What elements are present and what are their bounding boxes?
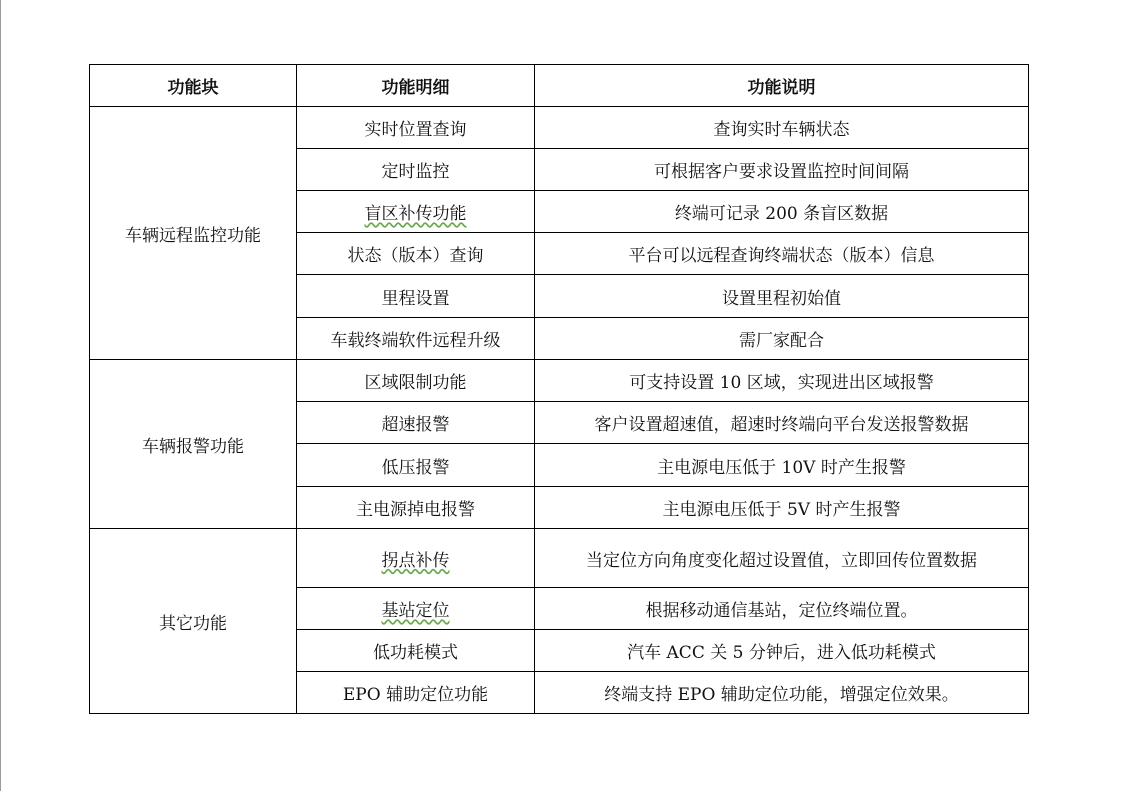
detail-text: 基站定位 xyxy=(381,601,450,621)
detail-cell: 实时位置查询 xyxy=(297,107,535,149)
group-cell: 其它功能 xyxy=(90,529,297,714)
detail-cell: 里程设置 xyxy=(297,275,535,318)
group-cell: 车辆远程监控功能 xyxy=(90,107,297,360)
description-cell: 客户设置超速值，超速时终端向平台发送报警数据 xyxy=(535,402,1029,444)
detail-cell: 主电源掉电报警 xyxy=(297,487,535,529)
table-row xyxy=(90,360,1029,402)
group-cell: 车辆报警功能 xyxy=(90,360,297,529)
detail-cell: 区域限制功能 xyxy=(297,360,535,402)
detail-cell xyxy=(297,191,535,233)
page-left-edge xyxy=(0,0,1,791)
description-cell: 平台可以远程查询终端状态（版本）信息 xyxy=(535,233,1029,275)
description-cell: 可支持设置 10 区域，实现进出区域报警 xyxy=(535,360,1029,402)
description-cell: 可根据客户要求设置监控时间间隔 xyxy=(535,149,1029,191)
description-cell: 终端支持 EPO 辅助定位功能，增强定位效果。 xyxy=(535,672,1029,714)
description-cell: 汽车 ACC 关 5 分钟后，进入低功耗模式 xyxy=(535,630,1029,672)
detail-text: 盲区补传功能 xyxy=(364,204,467,224)
detail-text: 拐点补传 xyxy=(381,550,450,571)
description-cell: 终端可记录 200 条盲区数据 xyxy=(535,191,1029,233)
detail-cell: 超速报警 xyxy=(297,402,535,444)
detail-cell: 低压报警 xyxy=(297,444,535,487)
function-table xyxy=(89,64,1029,714)
description-cell: 主电源电压低于 5V 时产生报警 xyxy=(535,487,1029,529)
header-function-description: 功能说明 xyxy=(535,65,1029,107)
description-cell: 根据移动通信基站，定位终端位置。 xyxy=(535,588,1029,630)
description-cell: 查询实时车辆状态 xyxy=(535,107,1029,149)
header-row xyxy=(90,65,1029,107)
table-row xyxy=(90,529,1029,588)
detail-cell: 低功耗模式 xyxy=(297,630,535,672)
description-cell: 设置里程初始值 xyxy=(535,275,1029,318)
detail-cell: 状态（版本）查询 xyxy=(297,233,535,275)
description-cell: 当定位方向角度变化超过设置值，立即回传位置数据 xyxy=(535,529,1029,588)
detail-cell xyxy=(297,529,535,588)
detail-cell: EPO 辅助定位功能 xyxy=(297,672,535,714)
header-function-detail: 功能明细 xyxy=(297,65,535,107)
detail-cell: 定时监控 xyxy=(297,149,535,191)
table-row xyxy=(90,107,1029,149)
description-cell: 需厂家配合 xyxy=(535,318,1029,360)
header-function-block: 功能块 xyxy=(90,65,297,107)
description-cell: 主电源电压低于 10V 时产生报警 xyxy=(535,444,1029,487)
detail-cell: 车载终端软件远程升级 xyxy=(297,318,535,360)
detail-cell xyxy=(297,588,535,630)
